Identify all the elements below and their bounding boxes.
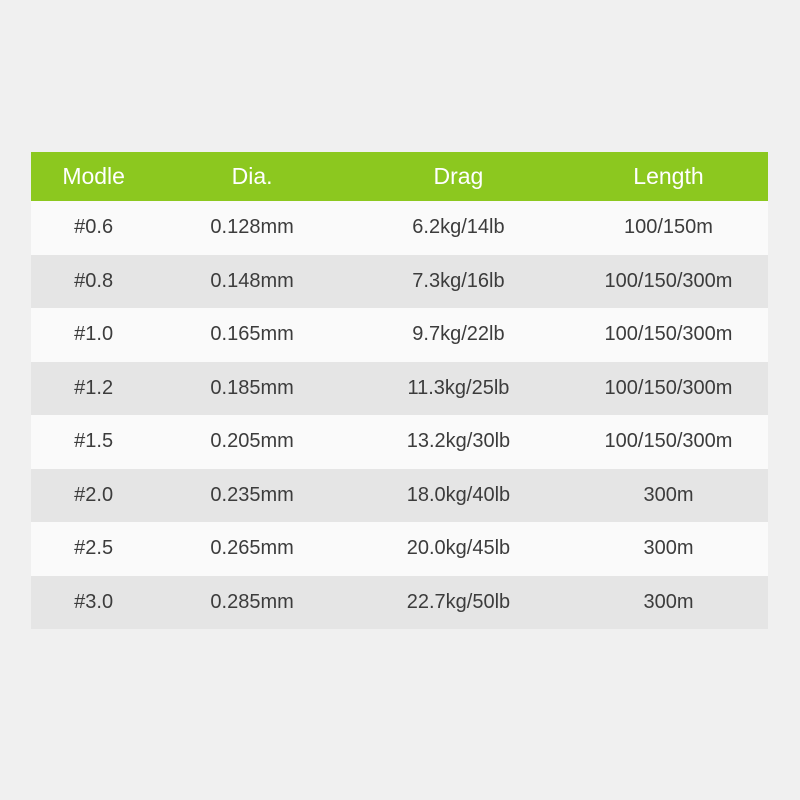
table-cell: #1.2 — [74, 376, 114, 399]
table-header-row — [31, 152, 768, 201]
table-cell: 13.2kg/30lb — [406, 430, 511, 453]
table-cell: #0.8 — [74, 269, 114, 292]
table-row — [31, 255, 768, 309]
table-cell: 100/150/300m — [604, 376, 733, 399]
table-cell: #3.0 — [74, 590, 114, 613]
table-cell: 7.3kg/16lb — [412, 269, 505, 292]
table-row — [31, 415, 768, 469]
table-cell: 0.235mm — [210, 483, 294, 506]
table-cell: 0.165mm — [210, 323, 294, 346]
table-cell: 0.128mm — [210, 216, 294, 239]
table-cell: 22.7kg/50lb — [406, 590, 511, 613]
table-cell: 300m — [643, 483, 694, 506]
table-cell: 100/150m — [623, 216, 713, 239]
table-cell: #2.0 — [74, 483, 114, 506]
table-cell: 300m — [643, 590, 694, 613]
table-row — [31, 201, 768, 255]
spec-table — [31, 152, 768, 629]
table-cell: 20.0kg/45lb — [406, 537, 511, 560]
table-cell: #2.5 — [74, 537, 114, 560]
column-header-diameter: Dia. — [231, 163, 273, 189]
column-header-drag: Drag — [433, 163, 484, 189]
table-row — [31, 469, 768, 523]
table-body — [31, 201, 768, 629]
table-cell: 100/150/300m — [604, 430, 733, 453]
column-header-length: Length — [633, 163, 704, 189]
table-cell: #1.0 — [74, 323, 114, 346]
table-cell: 0.265mm — [210, 537, 294, 560]
table-cell: 11.3kg/25lb — [407, 376, 510, 399]
table-row — [31, 576, 768, 630]
table-cell: 0.148mm — [210, 269, 294, 292]
table-cell: 0.185mm — [210, 376, 294, 399]
table-cell: 18.0kg/40lb — [406, 483, 511, 506]
table-row — [31, 522, 768, 576]
table-cell: 0.285mm — [210, 590, 294, 613]
table-cell: #0.6 — [74, 216, 114, 239]
table-cell: 0.205mm — [210, 430, 294, 453]
table-cell: 300m — [643, 537, 694, 560]
table-cell: 9.7kg/22lb — [412, 323, 505, 346]
table-cell: 100/150/300m — [604, 323, 733, 346]
table-row — [31, 308, 768, 362]
table-row — [31, 362, 768, 416]
table-cell: 100/150/300m — [604, 269, 733, 292]
table-cell: 6.2kg/14lb — [412, 216, 505, 239]
table-cell: #1.5 — [74, 430, 114, 453]
column-header-model: Modle — [62, 163, 125, 189]
